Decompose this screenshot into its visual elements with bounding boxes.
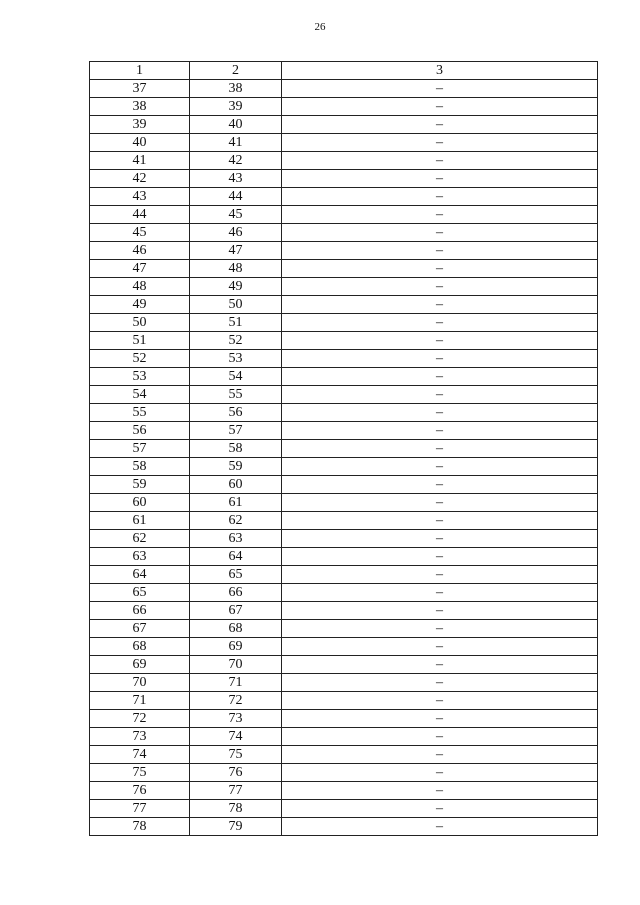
column-header: 2 [190, 62, 282, 80]
table-cell: 65 [190, 566, 282, 584]
table-cell: – [282, 746, 598, 764]
table-cell: 69 [190, 638, 282, 656]
table-cell: 64 [90, 566, 190, 584]
table-row [90, 710, 598, 728]
table-cell: – [282, 476, 598, 494]
table-cell: – [282, 800, 598, 818]
table-cell: 62 [90, 530, 190, 548]
table-row [90, 746, 598, 764]
table-row [90, 206, 598, 224]
table-body [90, 80, 598, 836]
table-cell: – [282, 332, 598, 350]
table-cell: 55 [90, 404, 190, 422]
table-cell: 62 [190, 512, 282, 530]
table-cell: 71 [190, 674, 282, 692]
table-cell: 77 [90, 800, 190, 818]
table-cell: 59 [90, 476, 190, 494]
table-cell: 61 [190, 494, 282, 512]
table-cell: – [282, 692, 598, 710]
table-cell: – [282, 440, 598, 458]
table-header-row [90, 62, 598, 80]
table-cell: – [282, 260, 598, 278]
table-row [90, 116, 598, 134]
table-cell: 71 [90, 692, 190, 710]
table-cell: 47 [90, 260, 190, 278]
table-cell: 72 [90, 710, 190, 728]
table-cell: – [282, 134, 598, 152]
table-cell: – [282, 152, 598, 170]
table-cell: 45 [190, 206, 282, 224]
table-row [90, 584, 598, 602]
table-row [90, 728, 598, 746]
table-cell: 52 [90, 350, 190, 368]
table-cell: 75 [190, 746, 282, 764]
table-cell: 38 [90, 98, 190, 116]
table-cell: 44 [190, 188, 282, 206]
table-cell: 67 [190, 602, 282, 620]
table-cell: 50 [90, 314, 190, 332]
table-cell: 53 [190, 350, 282, 368]
table-cell: – [282, 224, 598, 242]
table-row [90, 818, 598, 836]
table-row [90, 242, 598, 260]
table-cell: 55 [190, 386, 282, 404]
table-cell: 76 [190, 764, 282, 782]
table-cell: 46 [190, 224, 282, 242]
column-header: 1 [90, 62, 190, 80]
table-cell: – [282, 314, 598, 332]
table-row [90, 764, 598, 782]
table-cell: 68 [190, 620, 282, 638]
table-cell: 78 [190, 800, 282, 818]
table-cell: – [282, 80, 598, 98]
table-cell: 78 [90, 818, 190, 836]
table-row [90, 638, 598, 656]
table-row [90, 278, 598, 296]
table-cell: 51 [190, 314, 282, 332]
table-row [90, 674, 598, 692]
table-cell: – [282, 458, 598, 476]
table-row [90, 152, 598, 170]
table-cell: 39 [190, 98, 282, 116]
table-row [90, 566, 598, 584]
table-row [90, 170, 598, 188]
table-row [90, 656, 598, 674]
table-cell: 65 [90, 584, 190, 602]
table-cell: 73 [190, 710, 282, 728]
table-row [90, 440, 598, 458]
table-cell: 43 [90, 188, 190, 206]
table-row [90, 188, 598, 206]
table-cell: 40 [90, 134, 190, 152]
table-cell: 47 [190, 242, 282, 260]
table-cell: 43 [190, 170, 282, 188]
table-cell: – [282, 584, 598, 602]
table-cell: 61 [90, 512, 190, 530]
table-cell: 72 [190, 692, 282, 710]
table-cell: 39 [90, 116, 190, 134]
table-cell: 77 [190, 782, 282, 800]
table-cell: 67 [90, 620, 190, 638]
table-row [90, 260, 598, 278]
table-cell: 60 [190, 476, 282, 494]
table-cell: 45 [90, 224, 190, 242]
table-cell: – [282, 818, 598, 836]
table-cell: 48 [90, 278, 190, 296]
table-cell: – [282, 782, 598, 800]
table-cell: 44 [90, 206, 190, 224]
table-cell: 74 [90, 746, 190, 764]
table-cell: 46 [90, 242, 190, 260]
table-row [90, 386, 598, 404]
table-cell: 56 [190, 404, 282, 422]
table-cell: 41 [190, 134, 282, 152]
table-cell: 38 [190, 80, 282, 98]
table-cell: – [282, 170, 598, 188]
table-cell: 73 [90, 728, 190, 746]
table-cell: – [282, 278, 598, 296]
table-cell: – [282, 620, 598, 638]
table-cell: 54 [190, 368, 282, 386]
table-cell: 42 [190, 152, 282, 170]
table-cell: 53 [90, 368, 190, 386]
table-cell: – [282, 638, 598, 656]
column-header: 3 [282, 62, 598, 80]
table-cell: 49 [190, 278, 282, 296]
data-table [89, 61, 598, 836]
table-row [90, 134, 598, 152]
table-row [90, 602, 598, 620]
table-cell: 49 [90, 296, 190, 314]
table-cell: – [282, 656, 598, 674]
table-row [90, 494, 598, 512]
table-cell: – [282, 116, 598, 134]
table-row [90, 98, 598, 116]
table-cell: 70 [190, 656, 282, 674]
table-cell: – [282, 494, 598, 512]
table-row [90, 476, 598, 494]
table-cell: 69 [90, 656, 190, 674]
table-cell: 75 [90, 764, 190, 782]
table-cell: – [282, 710, 598, 728]
table-cell: 70 [90, 674, 190, 692]
table-cell: – [282, 566, 598, 584]
table-cell: – [282, 422, 598, 440]
table-cell: 37 [90, 80, 190, 98]
table-cell: – [282, 512, 598, 530]
table-cell: 57 [90, 440, 190, 458]
table-cell: 58 [190, 440, 282, 458]
table-cell: – [282, 206, 598, 224]
table-row [90, 620, 598, 638]
table-cell: – [282, 728, 598, 746]
table-row [90, 314, 598, 332]
table-cell: 41 [90, 152, 190, 170]
table-cell: 68 [90, 638, 190, 656]
table-cell: 56 [90, 422, 190, 440]
table-cell: – [282, 242, 598, 260]
table-row [90, 80, 598, 98]
page-number: 26 [314, 21, 326, 33]
table-cell: – [282, 296, 598, 314]
table-cell: – [282, 368, 598, 386]
table-cell: 64 [190, 548, 282, 566]
table-row [90, 350, 598, 368]
table-row [90, 800, 598, 818]
table-row [90, 782, 598, 800]
table-cell: 60 [90, 494, 190, 512]
table-cell: – [282, 350, 598, 368]
table-cell: 63 [190, 530, 282, 548]
table-cell: 52 [190, 332, 282, 350]
table-cell: – [282, 548, 598, 566]
table-cell: 51 [90, 332, 190, 350]
table-row [90, 512, 598, 530]
table-cell: – [282, 188, 598, 206]
table-cell: 50 [190, 296, 282, 314]
table-row [90, 548, 598, 566]
table-cell: – [282, 674, 598, 692]
table-row [90, 368, 598, 386]
table-row [90, 422, 598, 440]
table-cell: 63 [90, 548, 190, 566]
table-cell: 66 [190, 584, 282, 602]
table-row [90, 296, 598, 314]
table-cell: 58 [90, 458, 190, 476]
table-cell: – [282, 386, 598, 404]
table-cell: 76 [90, 782, 190, 800]
table-row [90, 458, 598, 476]
table-row [90, 224, 598, 242]
table-cell: – [282, 98, 598, 116]
table-cell: 59 [190, 458, 282, 476]
table-cell: 79 [190, 818, 282, 836]
table-cell: 54 [90, 386, 190, 404]
table-row [90, 404, 598, 422]
table-cell: – [282, 764, 598, 782]
table-cell: 74 [190, 728, 282, 746]
table-cell: 42 [90, 170, 190, 188]
table-cell: – [282, 530, 598, 548]
table-cell: 57 [190, 422, 282, 440]
table-cell: – [282, 602, 598, 620]
table-row [90, 332, 598, 350]
table-row [90, 692, 598, 710]
table-cell: 66 [90, 602, 190, 620]
table-row [90, 530, 598, 548]
table-cell: – [282, 404, 598, 422]
table-cell: 40 [190, 116, 282, 134]
table-cell: 48 [190, 260, 282, 278]
